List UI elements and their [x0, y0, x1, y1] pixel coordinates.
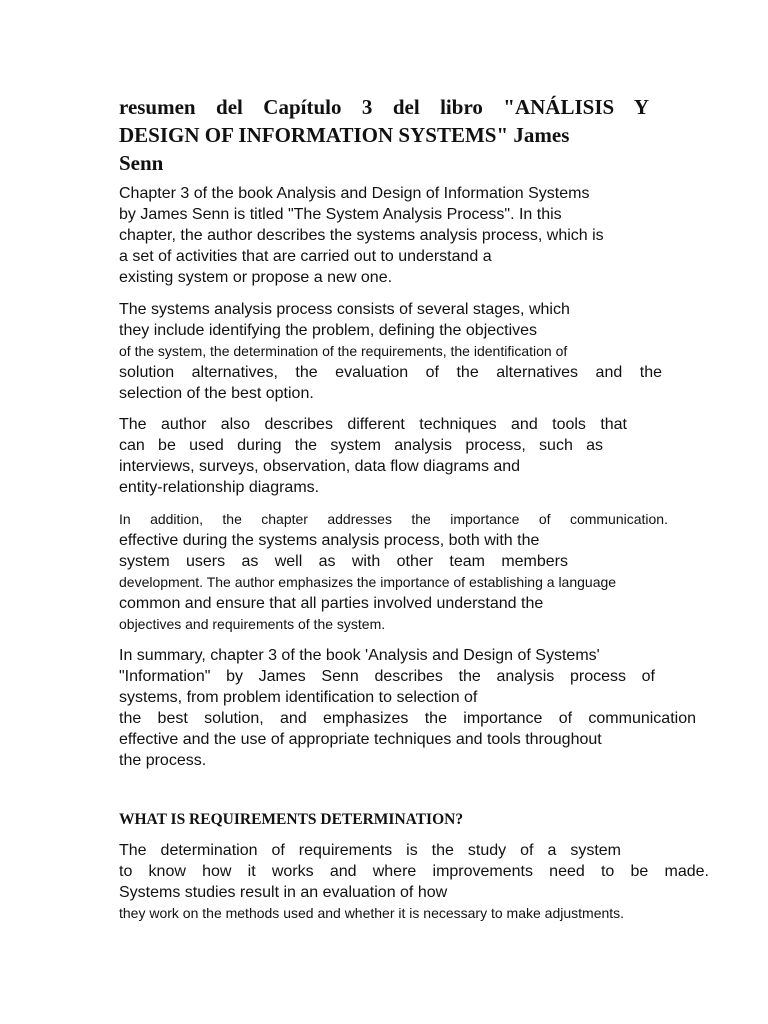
paragraph-line: Systems studies result in an evaluation of how — [119, 884, 448, 901]
paragraph-line: The determination of requirements is the study of a system — [119, 842, 621, 859]
paragraph-line: objectives and requirements of the system. — [119, 616, 386, 632]
title-line: Senn — [119, 151, 164, 175]
paragraph-line: In addition, the chapter addresses the importance of communication. — [119, 511, 668, 527]
paragraph-line: "Information" by James Senn describes the analysis process of — [119, 668, 655, 685]
paragraph-line: the process. — [119, 752, 207, 769]
document-title — [119, 93, 649, 177]
paragraph-line: Chapter 3 of the book Analysis and Design of Information Systems — [119, 185, 590, 202]
paragraph-analysis-stages — [119, 299, 714, 404]
paragraph-line: of the system, the determination of the requirements, the identification of — [119, 343, 568, 359]
paragraph-line: entity-relationship diagrams. — [119, 479, 320, 496]
paragraph-techniques-tools — [119, 414, 714, 498]
paragraph-line: they work on the methods used and whether it is necessary to make adjustments. — [119, 905, 625, 921]
paragraph-communication — [119, 509, 714, 635]
paragraph-line: existing system or propose a new one. — [119, 269, 393, 286]
paragraph-line: to know how it works and where improvements need to be made. — [119, 863, 709, 880]
paragraph-chapter-intro — [119, 183, 714, 288]
paragraph-line: The systems analysis process consists of several stages, which — [119, 301, 570, 318]
paragraph-line: interviews, surveys, observation, data flow diagrams and — [119, 458, 521, 475]
paragraph-summary — [119, 645, 714, 771]
paragraph-line: system users as well as with other team members — [119, 553, 568, 570]
title-line: resumen del Capítulo 3 del libro "ANÁLISIS Y — [119, 95, 649, 119]
paragraph-line: common and ensure that all parties involved understand the — [119, 595, 544, 612]
paragraph-line: systems, from problem identification to selection of — [119, 689, 478, 706]
paragraph-line: chapter, the author describes the systems analysis process, which is — [119, 227, 604, 244]
paragraph-line: development. The author emphasizes the importance of establishing a language — [119, 574, 617, 590]
paragraph-line: can be used during the system analysis process, such as — [119, 437, 603, 454]
paragraph-line: by James Senn is titled "The System Analysis Process". In this — [119, 206, 562, 223]
paragraph-line: a set of activities that are carried out to understand a — [119, 248, 492, 265]
paragraph-line: The author also describes different techniques and tools that — [119, 416, 627, 433]
paragraph-line: effective and the use of appropriate techniques and tools throughout — [119, 731, 602, 748]
paragraph-line: effective during the systems analysis process, both with the — [119, 532, 540, 549]
title-line: DESIGN OF INFORMATION SYSTEMS" James — [119, 123, 570, 147]
paragraph-line: the best solution, and emphasizes the importance of communication — [119, 710, 696, 727]
section-heading: WHAT IS REQUIREMENTS DETERMINATION? — [119, 811, 464, 828]
paragraph-requirements-determination — [119, 840, 714, 924]
paragraph-line: solution alternatives, the evaluation of the alternatives and the — [119, 364, 662, 381]
paragraph-line: they include identifying the problem, defining the objectives — [119, 322, 538, 339]
paragraph-line: In summary, chapter 3 of the book 'Analysis and Design of Systems' — [119, 647, 600, 664]
paragraph-line: selection of the best option. — [119, 385, 314, 402]
